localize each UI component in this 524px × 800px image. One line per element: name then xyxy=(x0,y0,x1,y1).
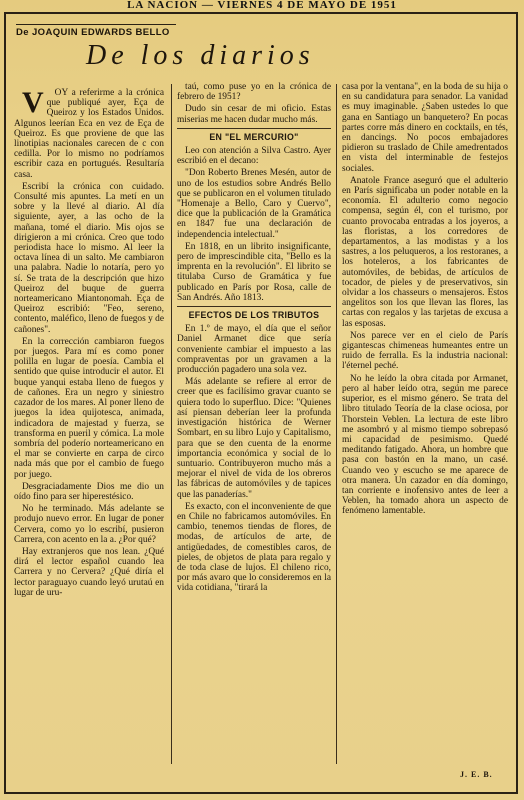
paragraph: Es exacto, con el inconveniente de que en Chile no fabricamos automóviles. En cambio, tenemos tiendas de flores, de modas, de artículos de arte, de antigüedades, de comestibles caros, de pieles, de objetos de plata para regalo y de toda clase de lujos. El chileno rico, por más avaro que lo consideremos en la vida cotidiana, "tirará la xyxy=(177,501,331,594)
paragraph: No he terminado. Más adelante se produjo nuevo error. En lugar de poner Cervera, como yo lo escribí, pusieron Carrera, con acento en la a. ¿Por qué? xyxy=(14,504,164,545)
paragraph: En 1.º de mayo, el día que el señor Daniel Armanet dice que sería conveniente cambiar el impuesto a las compraventas por un gravamen a la producción pagadero una sola vez. xyxy=(177,324,331,376)
paragraph: Escribí la crónica con cuidado. Consulté mis apuntes. La metí en un sobre y la llevé al diario. Al día siguiente, ayer, a las ocho de la mañana, tomé el diario. Mis ojos se dirigieron a mi crónica. Creo que todo periodista hace lo mismo. Al leer la octava línea di un salto. Me cambiaron una palabra. Nadie lo notaría, pero yo sí. Se trata de la descripción que hizo Queiroz del buque de guerra norteamericano Miantonomah. Eça de Queiroz escribió: "Feo, sereno, contento, maléfico, lleno de fuegos y de cañones". xyxy=(14,181,164,335)
drop-cap: V xyxy=(22,88,44,119)
paragraph: En la corrección cambiaron fuegos por juegos. Para mí es como poner polilla en lugar de poesía. Cambia el sentido que quise introducir el autor. El buque yanqui estaba lleno de fuegos y de cañones. Era un negro y siniestro cazador de los mares. Al poner lleno de juegos la idea quijotesca, animada, indicadora de majestad y fuerza, se transforma en pueril y cómica. La mole sombría del poderío norteamericano en el mar se convierte en carpa de circo nada más que por el cambio de fuego por juego. xyxy=(14,336,164,480)
column-1 xyxy=(14,88,164,768)
column-divider xyxy=(336,84,337,764)
paragraph xyxy=(14,88,164,180)
column-2 xyxy=(177,82,331,770)
paragraph: casa por la ventana", en la boda de su hija o en su candidatura para senador. La vanidad es muy imaginable. ¿Saben ustedes lo que gana en Santiago un banquetero? En pocas partes corre más dinero en cocktails, en tés, en dancings. No pocos embajadores pidieron su traslado de Chile amedrentados en vista del interminable de festejos sociales. xyxy=(342,82,508,174)
paragraph: No he leído la obra citada por Armanet, pero al haber leído otra, según me parece superior, es el mismo género. Se trata del libro titulado Teoría de la clase ociosa, por Thorstein Veblen. La lectura de este libro me asombró y al mismo tiempo sobrepasó mi capacidad de pesimismo. Quedé meditando fatigado. Ahora, un hombre que pasa con bastón en la mano, un casé. Cuando veo y escucho se me aparece de otra manera. Un cazador en día domingo, tan corriente e inofensivo antes de leer a Veblen, ha tomado ahora un aspecto de fenómeno lamentable. xyxy=(342,373,508,517)
paragraph: Más adelante se refiere al error de creer que es facilísimo gravar cuanto se quiera todo lo superfluo. Dice: "Quienes así piensan deberían leer la profunda investigación histórica de Werner Sombart, en su libro Lujo y Capitalismo, para que se den cuenta de la enorme importancia económica y social de lo suntuario. Contribuyeron mucho más a mejorar el nivel de vida de los obreros las fábricas de automóviles y de tapices que las panaderías." xyxy=(177,377,331,500)
byline-rule xyxy=(16,24,176,25)
paragraph: Nos parece ver en el cielo de París gigantescas chimeneas humeantes entre un ruido de ferralla. Es la industria nacional: l'éternel peché. xyxy=(342,330,508,372)
paragraph: Dudo sin cesar de mi oficio. Estas miserias me hacen dudar mucho más. xyxy=(177,104,331,125)
paragraph: "Don Roberto Brenes Mesén, autor de uno de los estudios sobre Andrés Bello que se publicaron en el volumen titulado "Homenaje a Bello, Caro y Cuervo", dice que la publicación de la Gramática en 1847 fue una declaración de independencia intelectual." xyxy=(177,168,331,240)
paragraph: En 1818, en un librito insignificante, pero de imprescindible cita, "Bello es la imprenta en la revolución". El librito se titulaba Curso de Gramática y fue publicado en París por Rosa, calle de San Andrés. Año 1813. xyxy=(177,241,331,303)
paragraph-text: OY a referirme a la crónica que publiqué ayer, Eça de Queiroz y los Estados Unidos. Algunos leerían Eca en vez de Eça de Queiroz. Es que proviene de que las linotipias nacionales carecen de c con cedilla. Por lo mismo no podríamos escribir caza en portugués. Resultaría casa. xyxy=(14,88,164,180)
masthead: LA NACION — VIERNES 4 DE MAYO DE 1951 xyxy=(127,0,397,10)
byline: De JOAQUIN EDWARDS BELLO xyxy=(16,27,170,38)
paragraph: Hay extranjeros que nos lean. ¿Qué dirá el lector español cuando lea Carrera y no Cervera? ¿Qué diría el lector paraguayo cuando leyó urutaú en lugar de uru- xyxy=(14,546,164,598)
article-title: De los diarios xyxy=(86,40,315,71)
signature: J. E. B. xyxy=(460,770,493,779)
column-3 xyxy=(342,82,508,770)
paragraph: Anatole France aseguró que el adulterio en París significaba un poder notable en la economía. El adulterio como negocio compensa, según él, con el turismo, por cuanto provocaba entradas a los joyeros, a las floristas, a los corredores de departamentos, a las modistas y a los sastres, a los peluqueros, a los restoranes, a los hoteleros, a los fabricantes de automóviles, de bebidas, de artículos de tocador, de pieles y de preservativos, sin olvidar a los chasseurs o mensajeros. Estos angelitos son los que llevan las flores, las cartas con regalos y las tarjetas de excusa a las esposas. xyxy=(342,175,508,329)
section-heading: EFECTOS DE LOS TRIBUTOS xyxy=(177,306,331,320)
paragraph: taú, como puse yo en la crónica de febrero de 1951? xyxy=(177,82,331,103)
paragraph: Leo con atención a Silva Castro. Ayer escribió en el decano: xyxy=(177,146,331,167)
paragraph: Desgraciadamente Dios me dio un oído fino para ser hiperestésico. xyxy=(14,481,164,502)
column-divider xyxy=(171,84,172,764)
section-heading: EN "EL MERCURIO" xyxy=(177,128,331,142)
